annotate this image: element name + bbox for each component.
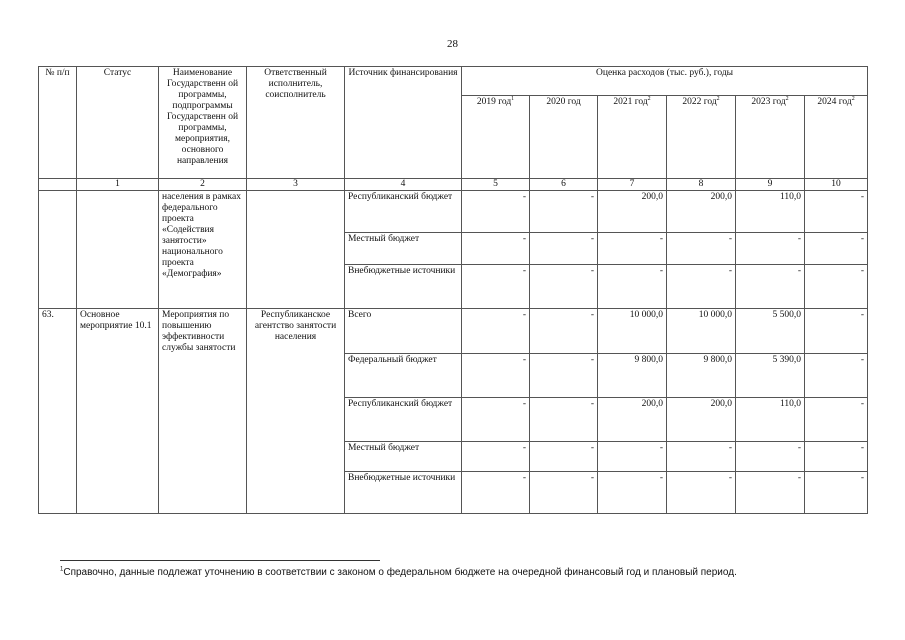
row-name: Мероприятия по повышению эффективности службы занятости <box>159 309 247 514</box>
value-cell: - <box>667 442 736 472</box>
value-cell: - <box>805 191 868 233</box>
value-cell: - <box>598 442 667 472</box>
column-number: 2 <box>159 179 247 191</box>
row-source: Республиканский бюджет <box>345 398 462 442</box>
column-number: 8 <box>667 179 736 191</box>
row-name: населения в рамках федерального проекта «Содействия занятости» национального проекта «Демография» <box>159 191 247 309</box>
table-row <box>39 309 868 354</box>
row-source: Республиканский бюджет <box>345 191 462 233</box>
row-source: Всего <box>345 309 462 354</box>
column-number: 9 <box>736 179 805 191</box>
value-cell: - <box>530 354 598 398</box>
column-numbers-row <box>39 179 868 191</box>
year-header: 2024 год$^2$ <box>805 96 868 179</box>
value-cell: - <box>530 191 598 233</box>
value-cell: - <box>805 472 868 514</box>
value-cell: - <box>462 472 530 514</box>
value-cell: - <box>805 398 868 442</box>
value-cell: - <box>530 442 598 472</box>
value-cell: 200,0 <box>598 398 667 442</box>
value-cell: - <box>530 472 598 514</box>
value-cell: - <box>805 265 868 309</box>
value-cell: - <box>462 354 530 398</box>
footnote-divider <box>60 560 380 561</box>
value-cell: 200,0 <box>598 191 667 233</box>
value-cell: - <box>667 265 736 309</box>
row-status: Основное мероприятие 10.1 <box>77 309 159 514</box>
value-cell: - <box>598 233 667 265</box>
value-cell: - <box>805 233 868 265</box>
value-cell: - <box>598 472 667 514</box>
page-number: 28 <box>447 38 458 50</box>
value-cell: - <box>462 442 530 472</box>
column-number: 3 <box>247 179 345 191</box>
value-cell: 200,0 <box>667 191 736 233</box>
value-cell: - <box>667 472 736 514</box>
year-header: 2021 год$^2$ <box>598 96 667 179</box>
value-cell: - <box>805 309 868 354</box>
value-cell: - <box>598 265 667 309</box>
value-cell: 110,0 <box>736 191 805 233</box>
column-number <box>39 179 77 191</box>
row-executor: Республиканское агентство занятости населения <box>247 309 345 514</box>
column-number: 4 <box>345 179 462 191</box>
value-cell: 200,0 <box>667 398 736 442</box>
value-cell: - <box>462 398 530 442</box>
row-executor <box>247 191 345 309</box>
value-cell: - <box>736 472 805 514</box>
row-source: Федеральный бюджет <box>345 354 462 398</box>
budget-table <box>38 66 868 514</box>
value-cell: - <box>530 233 598 265</box>
year-header: 2023 год$^2$ <box>736 96 805 179</box>
footnote-text: Справочно, данные подлежат уточнению в соответствии с законом о федеральном бюджете на очередной финансовый год и плановый период. <box>63 567 737 578</box>
table-row <box>39 191 868 233</box>
row-num: 63. <box>39 309 77 514</box>
header-name: Наименование Государственн ой программы, подпрограммы Государственн ой программы, мероприятия, основного направления <box>159 67 247 179</box>
value-cell: 9 800,0 <box>598 354 667 398</box>
header-source: Источник финансирования <box>345 67 462 179</box>
row-source: Местный бюджет <box>345 442 462 472</box>
value-cell: - <box>462 233 530 265</box>
value-cell: - <box>530 265 598 309</box>
year-header: 2020 год <box>530 96 598 179</box>
value-cell: - <box>736 265 805 309</box>
value-cell: - <box>530 398 598 442</box>
value-cell: 5 390,0 <box>736 354 805 398</box>
row-num <box>39 191 77 309</box>
header-estimate: Оценка расходов (тыс. руб.), годы <box>462 67 868 96</box>
column-number: 7 <box>598 179 667 191</box>
year-header: 2022 год$^2$ <box>667 96 736 179</box>
header-num: № п/п <box>39 67 77 179</box>
row-status <box>77 191 159 309</box>
row-source: Местный бюджет <box>345 233 462 265</box>
value-cell: 10 000,0 <box>598 309 667 354</box>
value-cell: 5 500,0 <box>736 309 805 354</box>
column-number: 5 <box>462 179 530 191</box>
footnote <box>60 567 737 578</box>
value-cell: - <box>736 442 805 472</box>
value-cell: - <box>736 233 805 265</box>
header-row <box>39 67 868 96</box>
value-cell: - <box>462 191 530 233</box>
value-cell: - <box>530 309 598 354</box>
row-source: Внебюджетные источники <box>345 265 462 309</box>
value-cell: - <box>667 233 736 265</box>
value-cell: 9 800,0 <box>667 354 736 398</box>
value-cell: - <box>805 354 868 398</box>
value-cell: - <box>462 265 530 309</box>
row-source: Внебюджетные источники <box>345 472 462 514</box>
value-cell: 10 000,0 <box>667 309 736 354</box>
value-cell: 110,0 <box>736 398 805 442</box>
value-cell: - <box>462 309 530 354</box>
header-executor: Ответственный исполнитель, соисполнитель <box>247 67 345 179</box>
footnote-marker: 1 <box>60 566 64 573</box>
value-cell: - <box>805 442 868 472</box>
column-number: 10 <box>805 179 868 191</box>
year-header: 2019 год$^1$ <box>462 96 530 179</box>
column-number: 1 <box>77 179 159 191</box>
column-number: 6 <box>530 179 598 191</box>
header-status: Статус <box>77 67 159 179</box>
